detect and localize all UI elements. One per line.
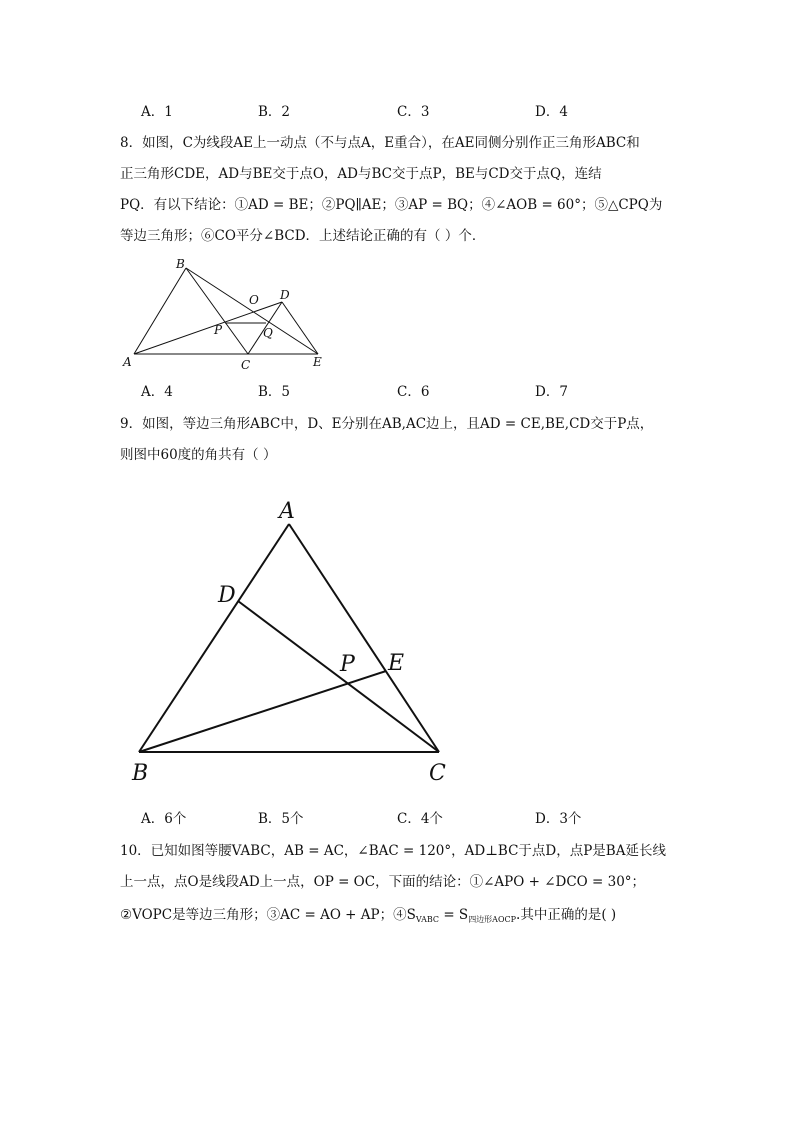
q8-option-c: C．6 — [397, 384, 430, 400]
q8-label-c: C — [241, 358, 251, 372]
q8-label-q: Q — [263, 326, 273, 340]
q9-label-b: B — [132, 761, 149, 786]
q8-label-o: O — [249, 293, 259, 307]
q7-option-d: D．4 — [535, 104, 568, 120]
q10-sub-quad: 四边形AOCP — [468, 915, 517, 924]
q7-option-a: A．1 — [141, 104, 173, 120]
q9-option-a: A．6个 — [141, 811, 187, 827]
q9-label-a: A — [279, 499, 295, 524]
q7-option-b: B．2 — [258, 104, 291, 120]
q8-label-e: E — [313, 355, 322, 369]
q9-seg-ac — [289, 524, 439, 752]
q10-line-3 — [120, 906, 616, 929]
q9-seg-cd — [238, 601, 439, 752]
q10-sub-vabc: VABC — [415, 915, 440, 924]
q9-line-2: 则图中60度的角共有（ ） — [120, 447, 277, 463]
q9-option-b: B．5个 — [258, 811, 304, 827]
q9-line-1: 9．如图，等边三角形ABC中，D、E分别在AB,AC边上，且AD = CE,BE,CD交于P点， — [120, 416, 654, 432]
q8-line-4: 等边三角形；⑥CO平分∠BCD．上述结论正确的有（ ）个． — [120, 228, 486, 244]
q9-option-c: C．4个 — [397, 811, 443, 827]
q8-label-p: P — [214, 323, 223, 337]
q9-label-c: C — [429, 761, 446, 786]
q9-label-d: D — [218, 583, 236, 608]
q7-option-c: C．3 — [397, 104, 430, 120]
q10-line-3-eq: = S — [439, 907, 469, 923]
q9-seg-ab — [139, 524, 289, 752]
q10-line-1: 10．已知如图等腰VABC，AB = AC，∠BAC = 120°，AD⊥BC于点D，点P是BA延长线 — [120, 843, 666, 859]
q8-label-b: B — [176, 257, 185, 271]
q9-label-p: P — [340, 652, 355, 677]
q8-option-d: D．7 — [535, 384, 568, 400]
q10-line-2: 上一点，点O是线段AD上一点，OP = OC，下面的结论：①∠APO + ∠DCO = 30°； — [120, 874, 646, 890]
q8-line-2: 正三角形CDE，AD与BE交于点O，AD与BC交于点P，BE与CD交于点Q，连结 — [120, 166, 602, 182]
q10-line-3-main: ②VOPC是等边三角形；③AC = AO + AP；④S — [120, 907, 416, 923]
q8-label-a: A — [123, 355, 132, 369]
q8-option-b: B．5 — [258, 384, 291, 400]
q10-line-3-tail: .其中正确的是( ) — [516, 907, 617, 923]
q9-option-d: D．3个 — [535, 811, 582, 827]
q8-option-a: A．4 — [141, 384, 173, 400]
q9-label-e: E — [388, 651, 405, 676]
q9-seg-be — [139, 671, 386, 752]
q8-label-d: D — [280, 288, 290, 302]
q8-line-1: 8．如图，C为线段AE上一动点（不与点A，E重合），在AE同侧分别作正三角形ABC和 — [120, 135, 640, 151]
q8-line-3: PQ．有以下结论：①AD = BE；②PQ∥AE；③AP = BQ；④∠AOB = 60°；⑤△CPQ为 — [120, 197, 663, 213]
